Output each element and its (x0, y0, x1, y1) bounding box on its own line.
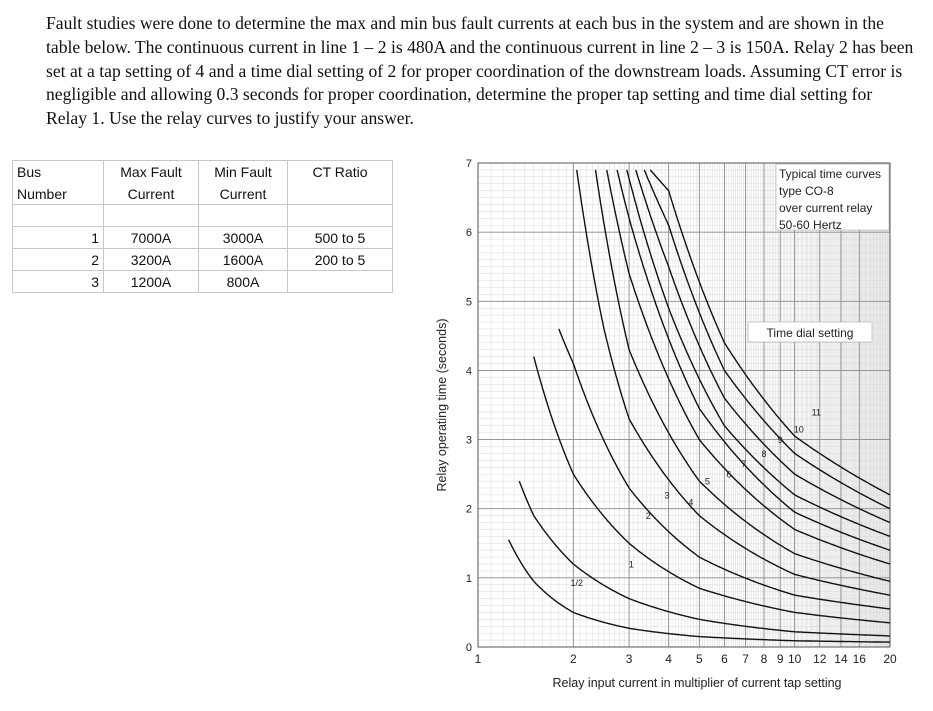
curve-group-label: Time dial setting (766, 326, 854, 340)
empty-cell (199, 205, 288, 227)
max-fault-current: 7000A (104, 227, 199, 249)
empty-cell (104, 205, 199, 227)
x-tick-label: 4 (665, 652, 672, 666)
header-bus: Bus (13, 161, 104, 184)
header-ct-ratio-line2 (288, 183, 393, 205)
empty-cell (288, 205, 393, 227)
x-tick-label: 20 (883, 652, 897, 666)
curve-label: 1/2 (570, 578, 583, 589)
x-tick-label: 8 (760, 652, 768, 666)
y-tick-label: 6 (465, 227, 472, 240)
table-row (13, 271, 393, 293)
x-tick-label: 5 (696, 652, 703, 666)
y-axis-label: Relay operating time (seconds) (435, 318, 449, 492)
x-tick-label: 3 (625, 652, 633, 666)
header-ct-ratio: CT Ratio (288, 161, 393, 184)
bus-number: 3 (13, 271, 104, 293)
ct-ratio: 500 to 5 (288, 227, 393, 249)
ct-ratio: 200 to 5 (288, 249, 393, 271)
legend-text: type CO-8 (779, 184, 834, 198)
curve-label: 4 (688, 497, 694, 508)
curve-label: 3 (664, 490, 670, 501)
x-tick-label: 2 (569, 652, 577, 666)
curve-label: 1 (628, 559, 634, 570)
y-tick-label: 4 (465, 365, 472, 378)
header-max-fault: Max Fault (104, 161, 199, 184)
legend-text: Typical time curves (779, 167, 882, 181)
fault-current-table (12, 160, 393, 293)
empty-cell (13, 205, 104, 227)
table-row-empty (13, 205, 393, 227)
min-fault-current: 3000A (199, 227, 288, 249)
legend-text: over current relay (779, 201, 873, 215)
x-tick-label: 16 (852, 652, 866, 666)
header-bus-line2: Number (13, 183, 104, 205)
table-header-row-2 (13, 183, 393, 205)
curve-label: 8 (761, 448, 767, 459)
x-tick-label: 10 (787, 652, 802, 666)
y-tick-label: 3 (465, 434, 472, 447)
bus-number: 2 (13, 249, 104, 271)
max-fault-current: 1200A (104, 271, 199, 293)
x-tick-label: 6 (721, 652, 728, 666)
x-axis-label: Relay input current in multiplier of current tap setting (552, 676, 842, 690)
curve-label: 9 (777, 435, 783, 446)
header-min-fault: Min Fault (199, 161, 288, 184)
table-row (13, 227, 393, 249)
relay-time-curve-chart (426, 152, 916, 702)
x-tick-label: 14 (834, 652, 848, 666)
curve-label: 7 (741, 459, 747, 470)
header-max-fault-line2: Current (104, 183, 199, 205)
x-tick-label: 7 (742, 652, 749, 666)
bus-number: 1 (13, 227, 104, 249)
curve-label: 10 (793, 424, 804, 435)
table-row (13, 249, 393, 271)
curve-label: 5 (704, 476, 710, 487)
problem-text: Fault studies were done to determine the max and min bus fault currents at each bus in the system and are shown in the table below. The continuous current in line 1 – 2 is 480A and the continuous current in line 2 – 3 is 150A. Relay 2 has been set at a tap setting of 4 and a time dial setting of 2 for proper coordination of the downstream loads. Assuming CT error is negligible and allowing 0.3 seconds for proper coordination, determine the proper tap setting and time dial setting for Relay 1. Use the relay curves to justify your answer. (46, 13, 914, 129)
ct-ratio (288, 271, 393, 293)
y-tick-label: 7 (465, 158, 472, 170)
series-curve (534, 357, 890, 623)
curve-label: 6 (726, 469, 732, 480)
min-fault-current: 800A (199, 271, 288, 293)
max-fault-current: 3200A (104, 249, 199, 271)
header-min-fault-line2: Current (199, 183, 288, 205)
y-tick-label: 5 (465, 296, 472, 309)
legend-text: 50-60 Hertz (779, 218, 842, 232)
y-tick-label: 0 (465, 642, 472, 654)
x-tick-label: 9 (776, 652, 784, 666)
problem-statement (46, 12, 916, 131)
curve-label: 2 (645, 511, 651, 522)
min-fault-current: 1600A (199, 249, 288, 271)
table-header-row (13, 161, 393, 184)
x-tick-label: 1 (474, 652, 482, 666)
y-tick-label: 2 (465, 503, 472, 516)
curve-label: 11 (811, 407, 821, 418)
x-tick-label: 12 (813, 652, 827, 666)
y-tick-label: 1 (465, 572, 472, 585)
